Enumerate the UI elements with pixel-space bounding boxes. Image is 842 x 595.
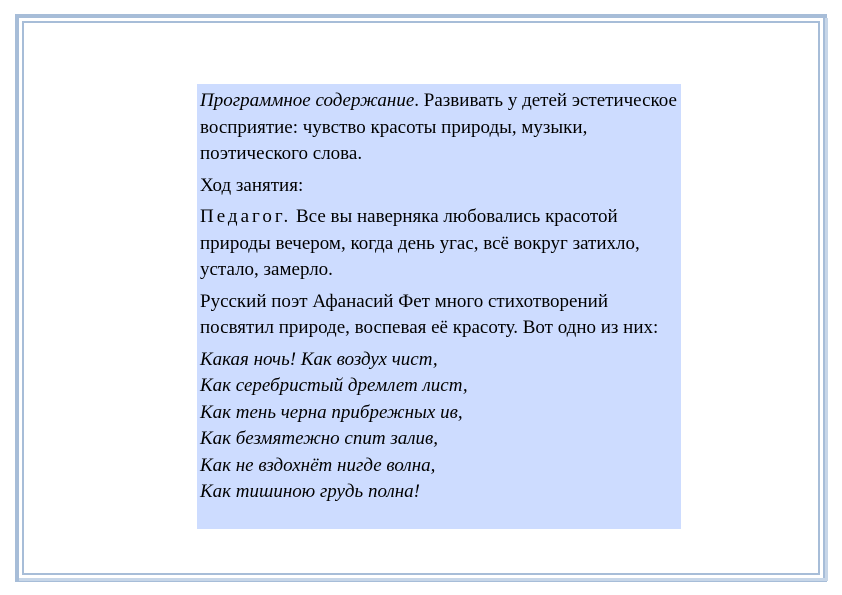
teacher-text: Все вы наверняка любовались красотой природы вечером, когда день угас, всё вокруг затихло, устало, замерло. (200, 206, 640, 280)
teacher-speaker: Педагог. (200, 206, 292, 227)
frame-shadow-bottom (19, 578, 828, 581)
teacher-paragraph (200, 204, 677, 284)
poem (200, 347, 677, 506)
poet-paragraph: Русский поэт Афанасий Фет много стихотворений посвятил природе, воспевая её красоту. Вот одно из них: (200, 290, 659, 338)
poem-line: Какая ночь! Как воздух чист, (200, 348, 438, 370)
lesson-text-box (197, 84, 681, 529)
lesson-heading: Ход занятия: (200, 174, 304, 196)
poem-line: Как серебристый дремлет лист, (200, 375, 468, 396)
program-content-text: . Развивать у детей эстетическое восприятие: чувство красоты природы, музыки, поэтического слова. (200, 90, 677, 164)
poem-line: Как тишиною грудь полна! (200, 481, 421, 502)
frame-shadow-right (825, 18, 828, 580)
poem-line: Как тень черна прибрежных ив, (200, 401, 463, 423)
program-content-label: Программное содержание (200, 90, 415, 111)
poem-line: Как безмятежно спит залив, (200, 428, 439, 449)
program-content-paragraph (200, 88, 677, 168)
poem-line: Как не вздохнёт нигде волна, (200, 454, 436, 476)
